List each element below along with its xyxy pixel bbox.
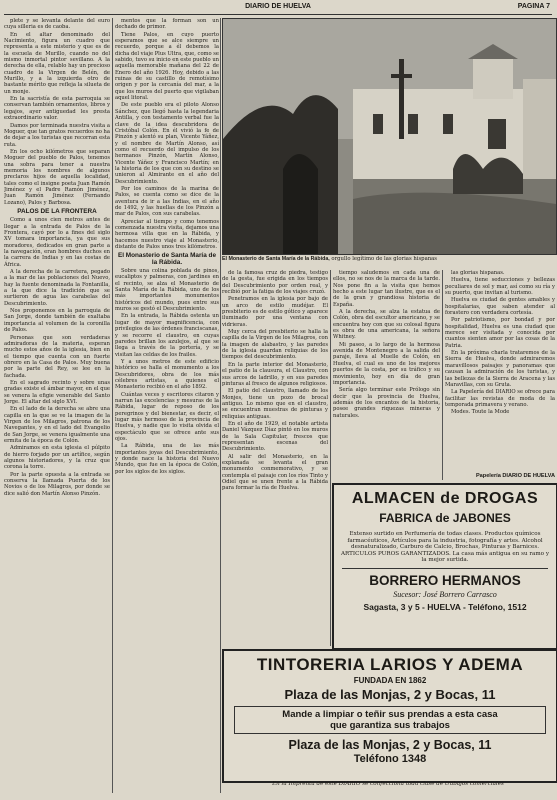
paragraph: En el sagrado recinto y sobre unas gradas existe el ámbar mayor, en el que se venera la efigie venerable del Santo Jorge. El altar del siglo XVI. [4,379,110,405]
paragraph: En la próxima charla trataremos de la Sierra de Huelva, donde admiraremos maravillosos paisajes y panoramas que causan la admiración de los turistas, y las bellezas de la Sierra de Aracena y las Maravillas, con su Gruta. [445,350,555,388]
ad-founded: FUNDADA EN 1862 [353,676,427,685]
photo-caption [222,256,555,262]
ad-title: TINTORERIA LARIOS Y ADEMA [256,655,524,674]
paragraph: de la famosa cruz de piedra, testigo de la gesta, fue erigida en los tiempos del Descubrimiento por orden real, y recibió por la fatiga de los viajes cruzó. [222,270,328,296]
ad-address: Plaza de las Monjas, 2 y Bocas, 11 [288,738,492,752]
paragraph: En el lado de la derecha se abre una capilla en la que se ve la imagen de la Virgen de los Milagros, patrona de los Navegantes, y en el lado del Evangelio de San Jorge, se venera igualmente una ermita de la época de Colón. [4,406,110,444]
paragraph: Personas que son verdaderas admiradoras de la materia, esperan mucho estos años de la iglesia, bien en el tiempo que cuenta con un fuerte obrero en la Casa de Palos. Muy buena por la parte del Rey, se lee en la fachada. [4,334,110,379]
paragraph: En los ocho kilómetros que separan Moguer del pueblo de Palos, tenemos una sobra para tener a nuestra memoria los nombres de algunos preclaros hijos de aquella localidad, tales como el insigne poeta Juan Ramón Jiménez y el Padre Ramón Jiménez, Juan Ramón Jiménez (Fernando Lozano), Palos y Barbosa. [4,148,110,206]
paragraph: Muy cerca del presbiterio se halla la capilla de la Virgen de los Milagros, con la imagen de alabastro, y las paredes de la iglesia guardan reliquias de los tiempos del descubrimiento. [222,329,328,361]
page-header [4,0,552,15]
ad-place: Plaza de las Monjas, 2 y Bocas, 11 [284,687,496,702]
paragraph: tiempo saludemos en cada una de ellos, no se nos de la marca de la tarde. Nos pone fin a la visita que hemos hecho a este lugar tan ilustre, que es el de la gran y grandiosa historia de España. [333,270,440,308]
paragraph: Nos proponemos en la parroquia de San Jorge, donde también de exaltaba importancia al volumen de la coronilla de Palos. [4,308,110,334]
paragraph: Por patriotismo, por bondad y por hospitalidad, Huelva es una ciudad que merece ser visitada y conocida por cuantos sienten amor por las cosas de la Patria. [445,317,555,349]
paragraph: Penetramos en la iglesia por bajo de un arco de estilo mudéjar. El presbiterio es de estilo gótico y aparece iluminado por una ventana con vidrieras. [222,296,328,328]
ad-slogan-box [234,706,546,734]
paragraph: Sobre una colina poblada de pinos, eucaliptos y palmeras, con jardines en el recinto, se alza el Monasterio de Santa María de la Rábida, uno de los más importantes monumentos históricos del mundo, pues entre sus muros se gestó el Descubrimiento. [115,268,219,313]
ad-description: Extenso surtido en Perfumería de todas clases. Productos químicos farmacéuticos, Artículos para la industria, fotografía y artes. Alcohol desnaturalizado, Carburo de Calcio, Brochas, Pinturas y Barnices. ARTICULOS PUROS GARANTIZADOS. La casa más antigua en su ramo y la mejor surtida. [341,531,549,564]
newspaper-name: DIARIO DE HUELVA [245,3,311,10]
drugstore-advertisement [332,483,557,650]
monastery-photo-illustration [223,19,556,254]
column-5 [445,270,555,470]
page-number: PAGINA 7 [517,3,550,10]
printing-notice: En la Imprenta de este DIARIO se confecciona toda clase de trabajos comerciales [272,781,504,787]
ad-company-name: BORRERO HERMANOS [369,572,521,588]
column-rule [442,270,443,480]
ad-successor: Sucesor: José Borrero Carrasco [393,589,497,599]
section-heading: El Monasterio de Santa María de la Rábida. [117,252,217,266]
monastery-photo [222,18,557,255]
ad-slogan-line: que garantiza sus trabajos [330,720,450,731]
paragraph: Y a unos metros de este edificio histórico se halla el monumento a los Descubridores, obra de los más célebres artistas, a quienes el Monasterio recibió en el año 1892. [115,358,219,391]
column-3 [222,270,328,646]
paragraph: las glorias hispanas. [451,270,505,276]
paragraph: plete y se levanta delante del euro cuya silleria es de caoba. [4,18,110,31]
ad-title: ALMACEN de DROGAS [351,490,539,507]
paragraph: Sería algo terminar este Prólogo sin decir que la provincia de Huelva, además de los encantos de la historia, posee grandes riquezas mineras y naturales. [333,387,440,419]
column-2 [115,18,219,793]
paragraph: La Papelería del DIARIO se ofrece para facilitar las revistas de moda de la temporada primavera y verano. [445,389,555,408]
paragraph: En el año de 1929, el notable artista Daniel Vázquez Díaz pintó en los muros de la Sala Capitular, frescos que representan escenas del Descubrimiento. [222,420,328,453]
paragraph: Como a unos cien metros antes de llegar a la entrada de Palos de la Frontera, cayó por lo a fines del siglo XV tomara importancia, ya que sus moradores, dedicados en gran parte a la navegación, eran hombres duchos en la carrera de Indias y en las costas de África. [4,217,110,268]
ad-divider [342,568,548,569]
paragraph: Damos por terminada nuestra visita a Moguer, que tan gratos recuerdos no ha de dejar a los turistas que recorran esta ruta. [4,122,110,148]
ad-slogan-line: Mande a limpiar o teñir sus prendas a esta casa [282,709,498,720]
paragraph: El patio del claustro, llamado de los Monjes, tiene un pozo de brocal antiguo. Lo mismo que en el claustro, se encuentran muestras de pinturas y reliquias antiguas. [222,388,328,420]
paragraph: Cuántas veces y escritores citaron y narran las excelencias y mesuras de la Rábida, lugar de reposo de los peregrinos y del bienestar, es decir, el lugar más hermoso de la provincia de Huelva, y nadie que lo visita olvida el espectáculo que se ofrece ante sus ojos. [115,391,219,442]
paragraph: Huelva es ciudad de gentes amables y hospitalarias, que saben atender al forastero con verdadera cortesía. [445,297,555,317]
paragraph: En la parte interior del Monasterio, el patio de la clausura, el Claustro, con sus arcos de ladrillo, y en sus paredes pinturas al fresco de algunos religiosos. [222,361,328,387]
paragraph: Mi paseo, a lo largo de la hermosa avenida de Montenegro a la salida del paraje, lleva al Muelle de Colón, en Huelva, el cual es uno de los mejores puertos de la costa, por su tráfico y su movimiento, hoy en día de gran importancia. [333,341,440,386]
paragraph: Admiramos en esta iglesia el púlpito de hierro forjado por un artífice, según algunos historiadores, y la cruz que corona la torre. [4,445,110,471]
paragraph: Por la parte opuesta a la entrada se conserva la llamada Puerta de los Novios o de los Milagros, por donde se dice salió don Martín Alonso Pinzón. [4,471,110,497]
caption-text: orgullo legítimo de las glorias hispanas [329,256,438,262]
column-1 [4,18,110,793]
column-rule [330,270,331,646]
column-rule [220,18,221,793]
ad-subtitle: FABRICA de JABONES [379,511,511,525]
paragraph: Modes. Toute la Mode [451,409,510,416]
paragraph: Huelva, tiene seducciones y bellezas peculiares de sol y mar, así como su ría y su puerto, que invitan al turismo. [445,277,555,297]
column-4 [333,270,440,480]
ad-phone: Teléfono 1348 [353,753,427,765]
paragraph: Tiene Palos, en cuyo puerto esperamos que se alce siempre un recuerdo, porque a él debemos la dicha del viaje Plus Ultra, que, como se sabido, tuvo su inicio en este pueblo un aquella memorable mañana del 22 de Enero del año 1926. Hoy, debido a las ruinas de su castillo de remotísimo origen y por la cercanía del mar, a la que los muros del puerto que vigilaban aquel litoral. [115,31,219,102]
paragraph: A la derecha de la carretera, pegado a la mar de las poblaciones del Nuevo, hay la fuente denominada la Fontanilla, a la que dice la tradición que se surtieron de agua las carabelas del Descubrimiento. [4,269,110,307]
caption-title: El Monasterio de Santa María de la Rábida, [222,256,330,262]
paragraph: Al salir del Monasterio, en la explanada se levanta el gran monumento conmemorativo, y se contempla el paisaje con los ríos Tinto y Odiel que se unen frente a la Rábida para formar la ría de Huelva. [222,453,328,492]
paragraph: De este pueblo era el piloto Alonso Sánchez, que llegó hasta la legendaria Antilla, y con testamento verbal fue la clave de la idea descubridora de Cristóbal Colón. En él vivió la fe de Pinzón y alentó su plan, Vicente Yáñez, y el nombre de Martín Alonso, así como el recuerdo del impulso de los hermanos Pinzón, Martín Alonso, Vicente Yáñez y Francisco Martín; en la historia de los que con su destino se unieron al Almirante en el año del Descubrimiento. [115,102,219,185]
section-heading: PALOS DE LA FRONTERA [17,207,97,215]
paragraph: En la sacristía de esta parroquia se conservan también ornamentos, libros y legajos, ayer antiguedad les presta extraordinario valor. [4,96,110,122]
dry-cleaner-advertisement [222,649,557,783]
paragraph: En la entrada, la Rábida ostenta un lugar de mayor magnificencia, con privilegios de las órdenes franciscanas, y se recorre el claustro, en cuyas paredes brillan los azulejos, al que se llega a través de la portería, y se visitan las celdas de los frailes. [115,313,219,358]
paragraph: La Rábida, una de las más importantes joyas del Descubrimiento, y donde nace la historia del Nuevo Mundo, que fue en la época de Colón, por los siglos de los siglos. [115,443,219,475]
ad-address: Sagasta, 3 y 5 - HUELVA - Teléfono, 1512 [363,601,527,612]
paragraph: Apreciar al tiempo y como tenemos comenzada nuestra visita, dejamos una hermosa villa que en la Rábida, y hacemos nuestro viaje al Monasterio, distante de Palos unos tres kilómetros. [115,218,219,251]
column-rule [112,18,113,793]
paragraph: A la derecha, se alza la estatua de Colón, obra del escultor americano, y se encuentra hoy con que su colosal figura es obra de una americana, la señora Whitney. [333,309,440,341]
paragraph: Por los caminos de la marina de Palos, se cuenta como se dice de la aventura de ir a las Indias, en el año de 1492, y las huellas de los Pinzón a mar de Palos, con sus carabelas. [115,185,219,218]
paragraph: mentos que la forman son un dechado de primor. [115,18,219,31]
paragraph: En el altar denominado del Nacimiento, figura un cuadro que representa a este misterio y que es de la escuela de Murillo, cuando no del mismo inmortal pintor sevillano. A la derecha de ella, relablo hay un precioso cuadro de la Virgen de Belén, de Murillo, y a la izquierda otro de bastante mérito que refleja la silueta de un monje. [4,31,110,95]
stationery-banner: Papelería DIARIO DE HUELVA [475,473,555,479]
